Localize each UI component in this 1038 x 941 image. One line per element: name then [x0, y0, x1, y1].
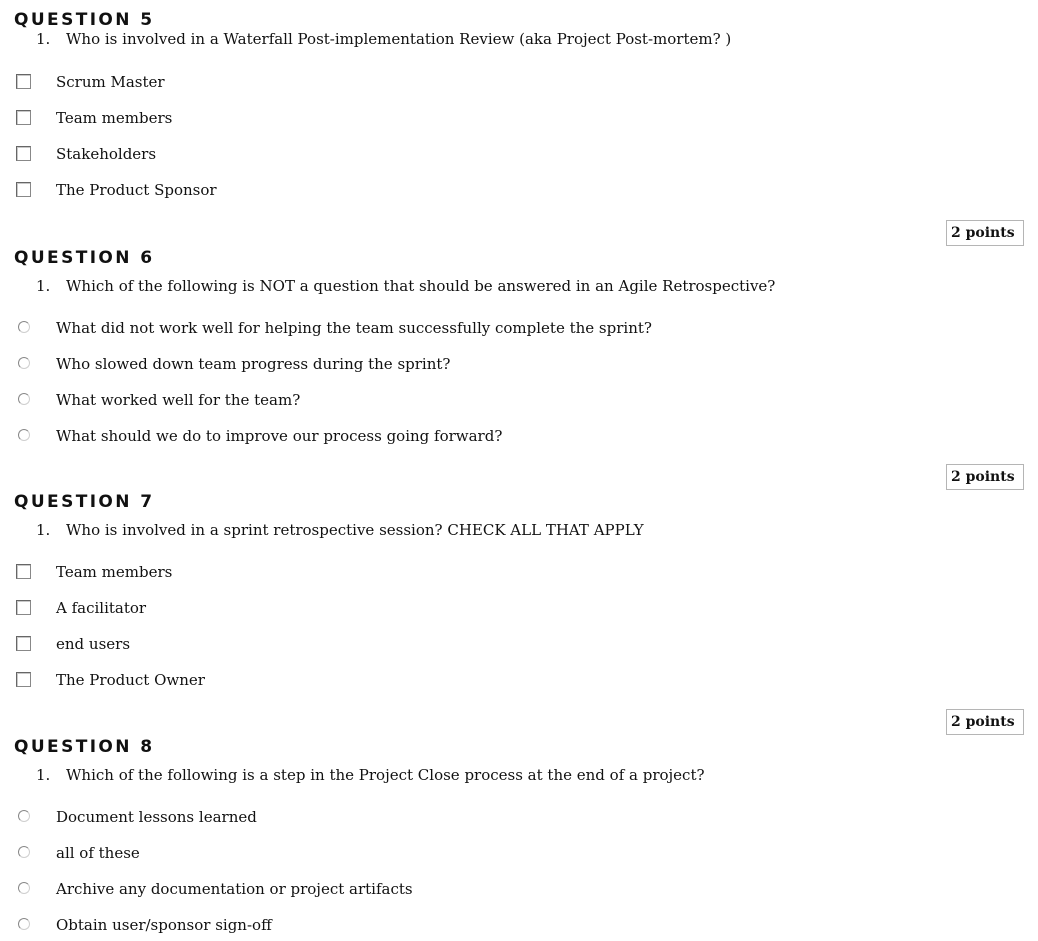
answer-label[interactable]: Document lessons learned	[56, 808, 257, 826]
answer-label[interactable]: Archive any documentation or project artifacts	[56, 880, 413, 898]
answer-checkbox[interactable]	[16, 636, 31, 651]
answer-label[interactable]: Scrum Master	[56, 73, 165, 91]
answer-label[interactable]: Team members	[56, 109, 173, 127]
answer-option[interactable]	[0, 598, 800, 622]
question-prompt	[36, 29, 731, 49]
question-number: 1.	[36, 766, 51, 784]
points-badge: 2 points	[946, 464, 1024, 490]
answer-option[interactable]	[0, 180, 800, 204]
question-number: 1.	[36, 521, 51, 539]
answer-option[interactable]	[0, 670, 800, 694]
answer-checkbox[interactable]	[16, 564, 31, 579]
answer-option[interactable]	[0, 426, 800, 450]
answer-label[interactable]: A facilitator	[56, 599, 147, 617]
answer-label[interactable]: all of these	[56, 844, 140, 862]
answer-radio[interactable]	[18, 882, 30, 894]
question-text: Which of the following is a step in the Project Close process at the end of a project?	[66, 766, 705, 784]
answer-radio[interactable]	[18, 810, 30, 822]
answer-option[interactable]	[0, 807, 800, 831]
question-text: Which of the following is NOT a question that should be answered in an Agile Retrospective?	[66, 277, 776, 295]
answer-label[interactable]: What should we do to improve our process going forward?	[56, 427, 503, 445]
answer-checkbox[interactable]	[16, 182, 31, 197]
answer-label[interactable]: What worked well for the team?	[56, 391, 301, 409]
answer-radio[interactable]	[18, 357, 30, 369]
answer-option[interactable]	[0, 843, 800, 867]
question-text: Who is involved in a sprint retrospective session? CHECK ALL THAT APPLY	[66, 521, 644, 539]
answer-option[interactable]	[0, 108, 800, 132]
answer-radio[interactable]	[18, 846, 30, 858]
answer-option[interactable]	[0, 318, 800, 342]
answer-label[interactable]: Stakeholders	[56, 145, 157, 163]
question-number: 1.	[36, 277, 51, 295]
answer-label[interactable]: Who slowed down team progress during the sprint?	[56, 355, 451, 373]
question-heading: QUESTION 7	[14, 492, 155, 512]
answer-radio[interactable]	[18, 321, 30, 333]
question-heading: QUESTION 5	[14, 10, 155, 30]
answer-label[interactable]: The Product Owner	[56, 671, 205, 689]
question-heading: QUESTION 8	[14, 737, 155, 757]
answer-option[interactable]	[0, 390, 800, 414]
answer-checkbox[interactable]	[16, 600, 31, 615]
points-badge: 2 points	[946, 220, 1024, 246]
answer-label[interactable]: Team members	[56, 563, 173, 581]
answer-option[interactable]	[0, 72, 800, 96]
answer-label[interactable]: Obtain user/sponsor sign-off	[56, 916, 272, 934]
answer-radio[interactable]	[18, 393, 30, 405]
question-text: Who is involved in a Waterfall Post-implementation Review (aka Project Post-mortem? )	[66, 30, 732, 48]
answer-option[interactable]	[0, 915, 800, 939]
answer-label[interactable]: What did not work well for helping the team successfully complete the sprint?	[56, 319, 652, 337]
answer-option[interactable]	[0, 354, 800, 378]
answer-option[interactable]	[0, 562, 800, 586]
answer-option[interactable]	[0, 144, 800, 168]
question-number: 1.	[36, 30, 51, 48]
question-prompt	[36, 276, 775, 296]
question-heading: QUESTION 6	[14, 248, 155, 268]
answer-radio[interactable]	[18, 918, 30, 930]
answer-radio[interactable]	[18, 429, 30, 441]
answer-option[interactable]	[0, 634, 800, 658]
points-badge: 2 points	[946, 709, 1024, 735]
answer-checkbox[interactable]	[16, 110, 31, 125]
question-prompt	[36, 520, 644, 540]
answer-checkbox[interactable]	[16, 146, 31, 161]
answer-label[interactable]: The Product Sponsor	[56, 181, 217, 199]
answer-checkbox[interactable]	[16, 74, 31, 89]
answer-option[interactable]	[0, 879, 800, 903]
question-prompt	[36, 765, 705, 785]
answer-checkbox[interactable]	[16, 672, 31, 687]
answer-label[interactable]: end users	[56, 635, 131, 653]
